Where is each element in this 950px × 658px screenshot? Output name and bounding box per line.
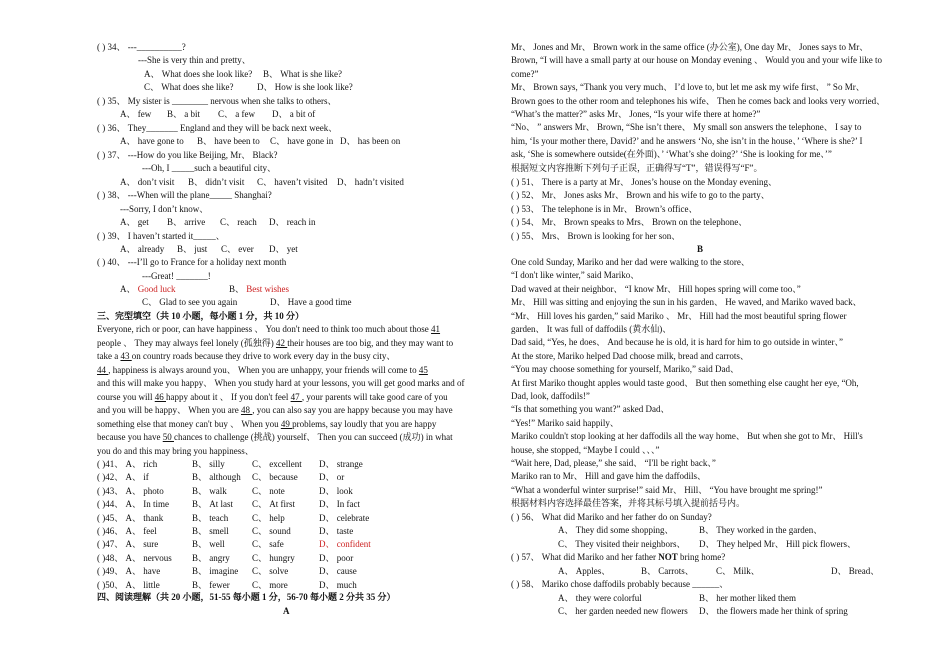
q57-option-d: D、 Bread、: [831, 566, 880, 576]
cloze-47-number-and-option-a: ( )47、 A、 sure: [97, 539, 159, 550]
passage-line: [97, 324, 440, 335]
cloze-41-option-c: C、 excellent: [252, 459, 302, 469]
q39-option-a: A、 already: [120, 244, 165, 254]
cloze-44-number-and-option-a: ( )44、 A、 In time: [97, 499, 169, 510]
passage-text: because you have: [97, 432, 163, 442]
tf-question-51: ( ) 51、 There is a party at Mr、 Jones’s house on the Monday evening、: [511, 177, 777, 187]
tf-question-55: ( ) 55、 Mrs、 Brown is looking for her son、: [511, 230, 681, 241]
q40-answer: ---Great! _______!: [142, 271, 211, 281]
q57-option-c: C、 Milk、: [716, 566, 760, 576]
passage-b-line: Mr、 Hill was sitting and enjoying the sun in his garden、 He waved, and Mariko waved back、: [511, 297, 862, 308]
q37-option-b: B、 didn’t visit: [188, 177, 245, 187]
q58-option-d: D、 the flowers made her think of spring: [699, 606, 848, 616]
cloze-47-option-c: C、 safe: [252, 539, 284, 550]
passage-b-line: At the store, Mariko helped Dad choose milk, bread and carrots、: [511, 350, 749, 361]
q57-option-b: B、 Carrots、: [641, 566, 694, 576]
cloze-43-option-d: D、 look: [319, 485, 353, 496]
passage-b-line: Dad, look, daffodils!”: [511, 391, 590, 401]
q36-option-b: B、 have been to: [197, 136, 260, 146]
cloze-45-option-b: B、 teach: [192, 512, 229, 523]
cloze-43-option-c: C、 note: [252, 485, 285, 496]
q40-option-b: [229, 284, 289, 295]
passage-a-line: Brown, “I will have a small party at our house on Monday evening 、 Would you and your wife like to: [511, 55, 882, 66]
cloze-44-option-b: B、 At last: [192, 499, 234, 510]
cloze-47-option-b: B、 well: [192, 539, 225, 550]
passage-b-line: Dad waved at their neighbor、 “I know Mr、 Hill hopes spring will come too、”: [511, 283, 801, 294]
q39-option-c: C、 ever: [221, 244, 254, 254]
passage-b-line: house, she stopped, “Maybe I could 、、、”: [511, 444, 660, 455]
q35-option-c: C、 a few: [218, 109, 255, 119]
passage-a-line: Mr、 Jones and Mr、 Brown work in the same office (办公室), One day Mr、 Jones says to Mr、: [511, 42, 869, 52]
passage-text: Everyone, rich or poor, can have happiness 、 You don't need to think too much about those: [97, 324, 432, 334]
cloze-48-option-b: B、 angry: [192, 552, 230, 563]
q57-option-a: A、 Apples、: [558, 566, 611, 576]
cloze-41-option-d: D、 strange: [319, 459, 363, 469]
q40-option-a: [120, 284, 176, 295]
q35-stem: ( ) 35、 My sister is ________ nervous when she talks to others、: [97, 96, 337, 106]
passage-line: you do and this may bring you happiness、: [97, 446, 254, 456]
q40-option-a-letter: A、: [120, 284, 138, 294]
passage-a-line: “What’s the matter?” asks Mr、 Jones, “Is your wife there at home?”: [511, 109, 761, 119]
blank-42: 42: [275, 338, 288, 348]
cloze-43-option-b: B、 walk: [192, 485, 227, 496]
passage-b-line: “What a wonderful winter surprise!” said Mr、 Hill、 “You have brought me spring!”: [511, 484, 823, 495]
q39-stem: ( ) 39、 I haven’t started it_____、: [97, 231, 225, 241]
q58-option-a: A、 they were colorful: [558, 593, 642, 603]
passage-text: take a: [97, 351, 121, 361]
blank-50: 50: [162, 432, 174, 442]
passage-line: [97, 392, 448, 403]
cloze-49-option-b: B、 imagine: [192, 566, 239, 577]
passage-b-line: garden、 It was full of daffodils (黄水仙)、: [511, 324, 672, 334]
q40-option-b-text: Best wishes: [246, 284, 290, 294]
blank-45: 45: [418, 365, 428, 375]
cloze-48-number-and-option-a: ( )48、 A、 nervous: [97, 552, 172, 563]
blank-47: 47: [290, 392, 302, 402]
q34-option-b: B、 What is she like?: [263, 69, 342, 79]
q36-option-d: D、 has been on: [340, 136, 401, 146]
passage-text: chances to challenge (挑战) yourself、 Then you can succeed (成功) in what: [173, 432, 453, 442]
q38-option-a: A、 get: [120, 217, 149, 227]
cloze-44-option-d: D、 In fact: [319, 499, 360, 510]
q56-option-a: A、 They did some shopping、: [558, 525, 674, 535]
q57-stem: [511, 552, 725, 563]
passage-b-line: “Wait here, Dad, please,” she said、 “I'll be right back、”: [511, 458, 716, 468]
passage-b-line: “I don't like winter,” said Mariko、: [511, 270, 640, 281]
tf-question-54: ( ) 54、 Mr、 Brown speaks to Mrs、 Brown on the telephone、: [511, 217, 748, 228]
cloze-45-number-and-option-a: ( )45、 A、 thank: [97, 512, 164, 523]
passage-b-line: “You may choose something for yourself, Mariko,” said Dad、: [511, 364, 740, 375]
q38-option-d: D、 reach in: [269, 217, 316, 227]
passage-a-line: 根据短文内容推断下列句子正误，正确得写“T”，错误得写“F”。: [511, 162, 763, 173]
q35-option-b: B、 a bit: [167, 109, 200, 119]
passage-text: problems, say loudly that you are happy: [292, 419, 437, 429]
q36-option-c: C、 have gone in: [270, 136, 334, 146]
q40-option-c: C、 Glad to see you again: [142, 297, 238, 307]
q36-stem: ( ) 36、 They_______ England and they will be back next week、: [97, 123, 338, 133]
cloze-48-option-d: D、 poor: [319, 552, 354, 563]
passage-line: and this will make you happy、 When you study hard at your lessons, you will get good marks and of: [97, 378, 465, 388]
q56-stem: ( ) 56、 What did Mariko and her father do on Sunday?: [511, 512, 712, 522]
q37-option-c: C、 haven’t visited: [257, 177, 328, 187]
passage-b-line: “Mr、 Hill loves his garden,” said Mariko 、 Mr、 Hill had the most beautiful spring flower: [511, 310, 847, 321]
cloze-41-option-b: B、 silly: [192, 459, 225, 469]
q35-option-d: D、 a bit of: [272, 109, 316, 119]
q37-option-d: D、 hadn’t visited: [337, 177, 404, 187]
cloze-44-option-c: C、 At first: [252, 499, 296, 510]
passage-text: on country roads because they drive to work every day in the busy city、: [131, 351, 396, 361]
q35-option-a: A、 few: [120, 109, 152, 119]
part-a-label: A: [283, 606, 290, 616]
passage-text: something else that money can't buy 、 When you: [97, 419, 281, 429]
cloze-46-option-c: C、 sound: [252, 526, 291, 536]
cloze-49-number-and-option-a: ( )49、 A、 have: [97, 566, 161, 577]
passage-text: , you can also say you are happy because you may have: [252, 405, 453, 415]
passage-text: their houses are too big, and they may want to: [287, 338, 454, 348]
passage-text: people 、 They may always feel lonely (孤独得): [97, 338, 276, 348]
q56-option-d: D、 They helped Mr、 Hill pick flowers、: [699, 539, 856, 549]
passage-a-line: ask, ‘She is somewhere outside(在外面)、’ ‘What’s she doing?’ ‘She is looking for me、’”: [511, 149, 832, 160]
passage-line: [97, 432, 453, 443]
q34-option-a: A、 What does she look like?: [144, 69, 253, 79]
q34-answer: ---She is very thin and pretty、: [138, 55, 251, 65]
q40-option-a-text: Good luck: [137, 284, 176, 294]
cloze-50-number-and-option-a: ( )50、 A、 little: [97, 579, 160, 590]
q38-stem: ( ) 38、 ---When will the plane_____ Shanghai?: [97, 190, 272, 200]
passage-a-line: “No、 ” answers Mr、 Brown, “She isn’t there、 My small son answers the telephone、 I say to: [511, 122, 862, 133]
passage-a-line: him, ‘Is your mother there, David?’ and he answers ‘No, she isn’t in the house、’ ‘Where is she?’ I: [511, 135, 863, 146]
q40-stem: ( ) 40、 ---I’ll go to France for a holiday next month: [97, 257, 287, 267]
passage-line: [97, 351, 395, 362]
cloze-45-option-d: D、 celebrate: [319, 512, 370, 523]
blank-48: 48: [240, 405, 253, 415]
cloze-49-option-c: C、 solve: [252, 566, 289, 577]
cloze-50-option-c: C、 more: [252, 579, 288, 590]
q37-answer: ---Oh, I _____such a beautiful city、: [142, 163, 276, 173]
tf-question-52: ( ) 52、 Mr、 Jones asks Mr、 Brown and his wife to go to the party、: [511, 190, 770, 201]
q40-option-b-letter: B、: [229, 284, 247, 294]
cloze-42-number-and-option-a: ( )42、 A、 if: [97, 472, 149, 483]
cloze-46-option-b: B、 smell: [192, 526, 229, 536]
cloze-42-option-b: B、 although: [192, 472, 241, 483]
cloze-47-option-d: D、 confident: [319, 539, 371, 550]
passage-line: [97, 419, 436, 430]
blank-43: 43: [120, 351, 132, 361]
passage-text: course you will: [97, 392, 155, 402]
passage-a-line: come?”: [511, 68, 539, 79]
cloze-46-option-d: D、 taste: [319, 526, 354, 536]
passage-text: and you will be happy、 When you are: [97, 405, 241, 415]
part-b-label: B: [697, 244, 704, 254]
q39-option-b: B、 just: [177, 244, 208, 254]
q38-answer: ---Sorry, I don’t know、: [120, 204, 209, 214]
cloze-48-option-c: C、 hungry: [252, 552, 295, 563]
q58-option-c: C、 her garden needed new flowers: [558, 606, 688, 616]
passage-text: , your parents will take good care of you: [301, 392, 448, 402]
q38-option-c: C、 reach: [220, 217, 257, 227]
passage-text: , happiness is always around you、 When you are unhappy, your friends will come to: [108, 365, 419, 375]
passage-b-line: At first Mariko thought apples would taste good、 But then something else caught her eye, “Oh,: [511, 377, 859, 388]
blank-49: 49: [280, 419, 293, 429]
passage-b-line: “Yes!” Mariko said happily、: [511, 417, 619, 428]
passage-b-line: One cold Sunday, Mariko and her dad were walking to the store、: [511, 257, 750, 267]
tf-question-53: ( ) 53、 The telephone is in Mr、 Brown’s office、: [511, 203, 698, 214]
blank-41: 41: [431, 324, 441, 334]
passage-b-line: “Is that something you want?” asked Dad、: [511, 404, 670, 415]
cloze-46-number-and-option-a: ( )46、 A、 feel: [97, 526, 157, 536]
cloze-42-option-c: C、 because: [252, 472, 298, 483]
q38-option-b: B、 arrive: [167, 217, 206, 227]
q34-stem: ( ) 34、 ---__________?: [97, 42, 186, 52]
q40-option-d: D、 Have a good time: [270, 297, 352, 307]
cloze-45-option-c: C、 help: [252, 512, 285, 523]
q56-option-b: B、 They worked in the garden、: [699, 525, 823, 535]
passage-line: [97, 405, 453, 416]
cloze-42-option-d: D、 or: [319, 472, 345, 483]
passage-line: [97, 365, 428, 376]
q57-stem-text: ( ) 57、 What did Mariko and her father: [511, 552, 659, 562]
cloze-49-option-d: D、 cause: [319, 566, 357, 577]
passage-b-line: Dad said, “Yes, he does、 And because he is old, it is hard for him to go outside in winter、”: [511, 337, 844, 348]
section-3-heading: 三、完型填空（共 10 小题，每小题 1 分，共 10 分）: [97, 311, 305, 321]
q36-option-a: A、 have gone to: [120, 136, 184, 146]
passage-text: happy about it 、 If you don't feel: [166, 392, 291, 402]
q57-stem-text: bring home?: [677, 552, 726, 562]
passage-line: [97, 338, 453, 349]
blank-44: 44: [97, 365, 109, 375]
passage-b-line: Mariko ran to Mr、 Hill and gave him the daffodils、: [511, 471, 707, 482]
passage-a-line: Brown goes to the other room and telephones his wife、 Then he comes back and looks very worried、: [511, 95, 886, 106]
q57-stem-emphasis: NOT: [658, 552, 678, 562]
cloze-50-option-d: D、 much: [319, 579, 357, 590]
blank-46: 46: [154, 392, 166, 402]
cloze-43-number-and-option-a: ( )43、 A、 photo: [97, 485, 164, 496]
section-4-heading: 四、阅读理解（共 20 小题，51-55 每小题 1 分，56-70 每小题 2 分共 35 分）: [97, 592, 396, 602]
q34-option-d: D、 How is she look like?: [257, 82, 353, 92]
passage-a-line: Mr、 Brown says, “Thank you very much、 I’d love to, but let me ask my wife first、 ” So Mr、: [511, 82, 865, 93]
cloze-41-number-and-option-a: ( )41、 A、 rich: [97, 459, 158, 469]
q39-option-d: D、 yet: [269, 244, 298, 254]
passage-b-line: Mariko couldn't stop looking at her daffodils all the way home、 But when she got to Mr、 Hill's: [511, 431, 863, 442]
q58-stem: ( ) 58、 Mariko chose daffodils probably because ______、: [511, 579, 729, 589]
q34-option-c: C、 What does she like?: [144, 82, 234, 92]
passage-b-line: 根据材料内容选择最佳答案，并将其标号填入提前括号内。: [511, 498, 746, 509]
cloze-50-option-b: B、 fewer: [192, 579, 230, 590]
q56-option-c: C、 They visited their neighbors、: [558, 539, 686, 549]
q37-stem: ( ) 37、 ---How do you like Beijing, Mr、 Black?: [97, 150, 278, 160]
q37-option-a: A、 don’t visit: [120, 177, 175, 187]
q58-option-b: B、 her mother liked them: [699, 593, 796, 603]
